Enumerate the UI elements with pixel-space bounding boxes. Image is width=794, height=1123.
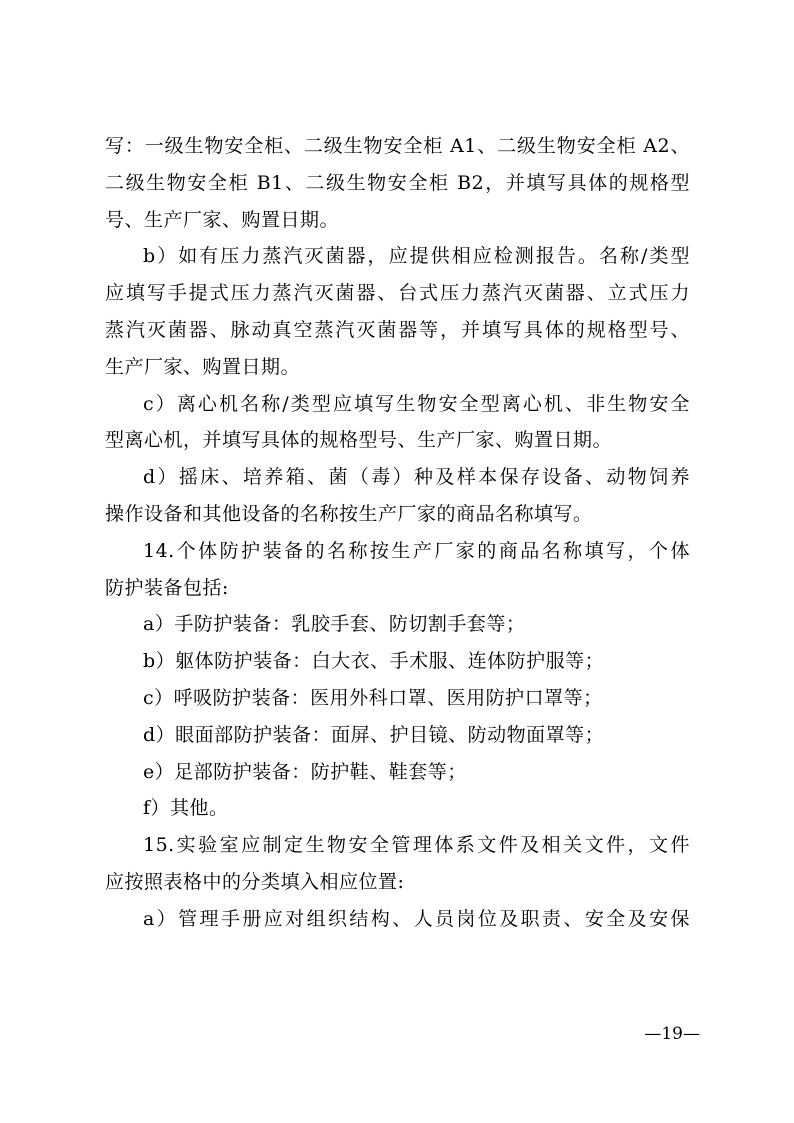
text-line: 生产厂家、购置日期。 (105, 355, 301, 378)
text-line: b）如有压力蒸汽灭菌器，应提供相应检测报告。名称/类型 (143, 245, 690, 268)
list-item: e）足部防护装备：防护鞋、鞋套等； (143, 760, 467, 783)
list-item: d）眼面部防护装备：面屏、护目镜、防动物面罩等； (143, 723, 605, 746)
text-line: 应按照表格中的分类填入相应位置: (105, 870, 405, 893)
page-number: —19— (644, 1024, 700, 1044)
text-line: 二级生物安全柜 B1、二级生物安全柜 B2，并填写具体的规格型 (105, 171, 690, 194)
text-line: a）管理手册应对组织结构、人员岗位及职责、安全及安保 (143, 907, 690, 930)
list-item: b）躯体防护装备：白大衣、手术服、连体防护服等； (143, 650, 605, 673)
text-line: 防护装备包括: (105, 576, 229, 599)
text-line: 15.实验室应制定生物安全管理体系文件及相关文件，文件 (143, 834, 690, 857)
text-line: d）摇床、培养箱、菌（毒）种及样本保存设备、动物饲养 (143, 466, 690, 489)
text-line: 号、生产厂家、购置日期。 (105, 208, 340, 231)
text-line: 操作设备和其他设备的名称按生产厂家的商品名称填写。 (105, 502, 593, 525)
text-line: c）离心机名称/类型应填写生物安全型离心机、非生物安全 (143, 392, 690, 415)
text-line: 应填写手提式压力蒸汽灭菌器、台式压力蒸汽灭菌器、立式压力 (105, 282, 690, 305)
list-item: f）其他。 (143, 797, 229, 820)
text-line: 型离心机，并填写具体的规格型号、生产厂家、购置日期。 (105, 429, 613, 452)
list-item: a）手防护装备：乳胶手套、防切割手套等； (143, 613, 526, 636)
text-line: 写：一级生物安全柜、二级生物安全柜 A1、二级生物安全柜 A2、 (105, 135, 690, 157)
document-body (105, 128, 690, 938)
list-item: c）呼吸防护装备：医用外科口罩、医用防护口罩等； (143, 686, 603, 709)
text-line: 蒸汽灭菌器、脉动真空蒸汽灭菌器等，并填写具体的规格型号、 (105, 318, 690, 341)
text-line: 14.个体防护装备的名称按生产厂家的商品名称填写，个体 (143, 539, 690, 562)
